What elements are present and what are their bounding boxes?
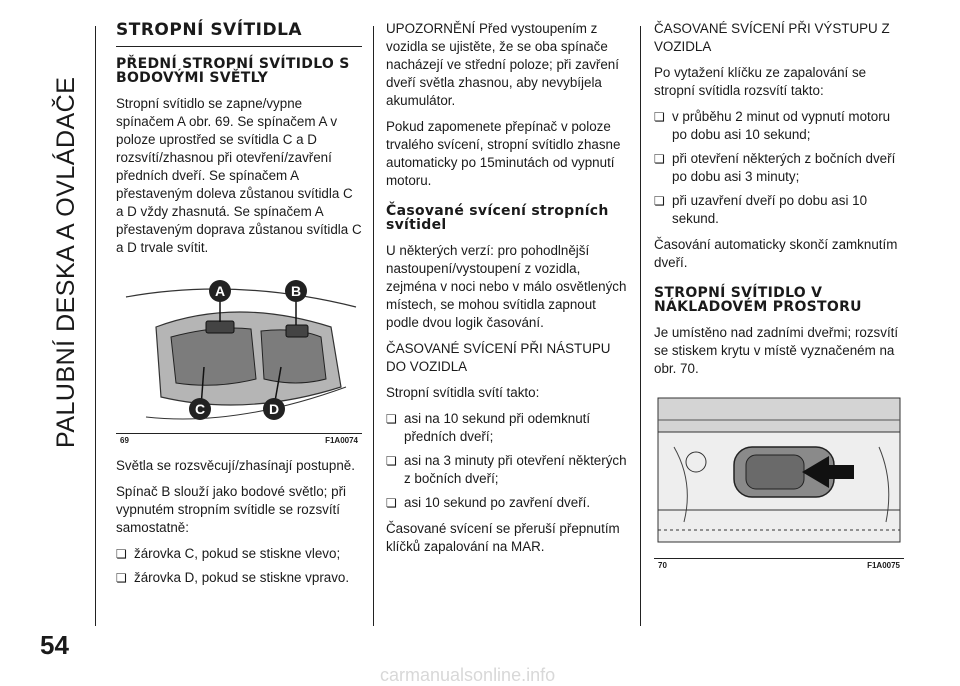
- figure-69: [116, 267, 362, 445]
- figure-caption: [116, 433, 362, 445]
- label-a: A: [214, 283, 226, 299]
- bullet-list: [116, 545, 362, 587]
- paragraph: Pokud zapomenete přepínač v poloze trvalého svícení, stropní svítidlo zhasne automaticky po 15minutách od vypnutí motoru.: [386, 119, 621, 188]
- list-item: ❏ asi 10 sekund po zavření dveří.: [386, 494, 632, 512]
- footer-watermark: carmanualsonline.info: [380, 665, 556, 685]
- label-b: B: [290, 283, 302, 299]
- paragraph: ČASOVANÉ SVÍCENÍ PŘI VÝSTUPU Z VOZIDLA: [654, 21, 890, 54]
- side-rule: [95, 26, 96, 626]
- paragraph: Stropní svítidla svítí takto:: [386, 385, 540, 400]
- list-item: ❏ žárovka D, pokud se stiskne vpravo.: [116, 569, 362, 587]
- subsection-title-front-light: PŘEDNÍ STROPNÍ SVÍTIDLO S BODOVÝMI SVĚTLY: [116, 56, 350, 86]
- bullet-list: [654, 108, 904, 228]
- list-item: ❏ asi na 10 sekund při odemknutí předních dveří;: [386, 410, 632, 446]
- paragraph: Je umístěno nad zadními dveřmi; rozsvítí se stiskem krytu v místě vyznačeném na obr. 70.: [654, 325, 899, 376]
- page-number: 54: [40, 630, 69, 660]
- column-3: [654, 20, 904, 582]
- paragraph: Světla se rozsvěcují/zhasínají postupně.: [116, 458, 355, 473]
- cargo-light-illustration: [654, 392, 904, 558]
- paragraph: U některých verzí: pro pohodlnější nastoupení/vystoupení z vozidla, zejména v noci nebo v málo osvětlených místech, se mohou svítidla zapnout podle dvou logik časování.: [386, 243, 627, 330]
- subsection-title-timed-lighting: Časované svícení stropních svítidel: [386, 203, 609, 233]
- figure-number: 70: [658, 561, 667, 570]
- paragraph: Časování automaticky skončí zamknutím dveří.: [654, 237, 898, 270]
- side-chapter-title-text: PALUBNÍ DESKA A OVLÁDAČE: [52, 76, 80, 448]
- bullet-list: [386, 410, 632, 512]
- column-2: [386, 20, 632, 564]
- list-item: ❏ při uzavření dveří po dobu asi 10 sekund.: [654, 192, 904, 228]
- list-item: ❏ asi na 3 minuty při otevření některých z bočních dveří;: [386, 452, 632, 488]
- figure-70: [654, 392, 904, 570]
- label-c: C: [194, 401, 206, 417]
- figure-number: 69: [120, 436, 129, 445]
- paragraph: Po vytažení klíčku ze zapalování se stropní svítidla rozsvítí takto:: [654, 65, 867, 98]
- column-1: [116, 20, 362, 595]
- side-chapter-title: [52, 28, 82, 448]
- label-d: D: [268, 401, 280, 417]
- column-rule-2: [640, 26, 641, 626]
- list-item: ❏ žárovka C, pokud se stiskne vlevo;: [116, 545, 362, 563]
- paragraph: Časované svícení se přeruší přepnutím klíčků zapalování na MAR.: [386, 521, 620, 554]
- figure-code: F1A0074: [325, 436, 358, 445]
- paragraph: Spínač B slouží jako bodové světlo; při vypnutém stropním svítidle se rozsvítí samostatně:: [116, 484, 347, 535]
- list-item: ❏ při otevření některých z bočních dveří po dobu asi 3 minuty;: [654, 150, 904, 186]
- paragraph: UPOZORNĚNÍ Před vystoupením z vozidla se ujistěte, že se oba spínače nacházejí ve střední poloze; při zavření dveří světla zhasnou, aby nevybíjela akumulátor.: [386, 21, 619, 108]
- column-rule-1: [373, 26, 374, 626]
- figure-code: F1A0075: [867, 561, 900, 570]
- section-title: STROPNÍ SVÍTIDLA: [116, 20, 362, 47]
- subsection-title-cargo-light: STROPNÍ SVÍTIDLO V NÁKLADOVÉM PROSTORU: [654, 285, 862, 315]
- ceiling-light-illustration: [116, 267, 362, 433]
- list-item: ❏ v průběhu 2 minut od vypnutí motoru po dobu asi 10 sekund;: [654, 108, 904, 144]
- paragraph: ČASOVANÉ SVÍCENÍ PŘI NÁSTUPU DO VOZIDLA: [386, 341, 611, 374]
- paragraph: Stropní svítidlo se zapne/vypne spínačem A obr. 69. Se spínačem A v poloze uprostřed se svítidla C a D rozsvítí/zhasnou při otevření/zavření předních dveří. Se spínačem A přestaveným doleva zůstanou svítidla C a D vždy zhasnutá. Se spínačem A přestaveným doprava zůstanou svítidla C a D trvale svítit.: [116, 96, 362, 255]
- figure-caption: [654, 558, 904, 570]
